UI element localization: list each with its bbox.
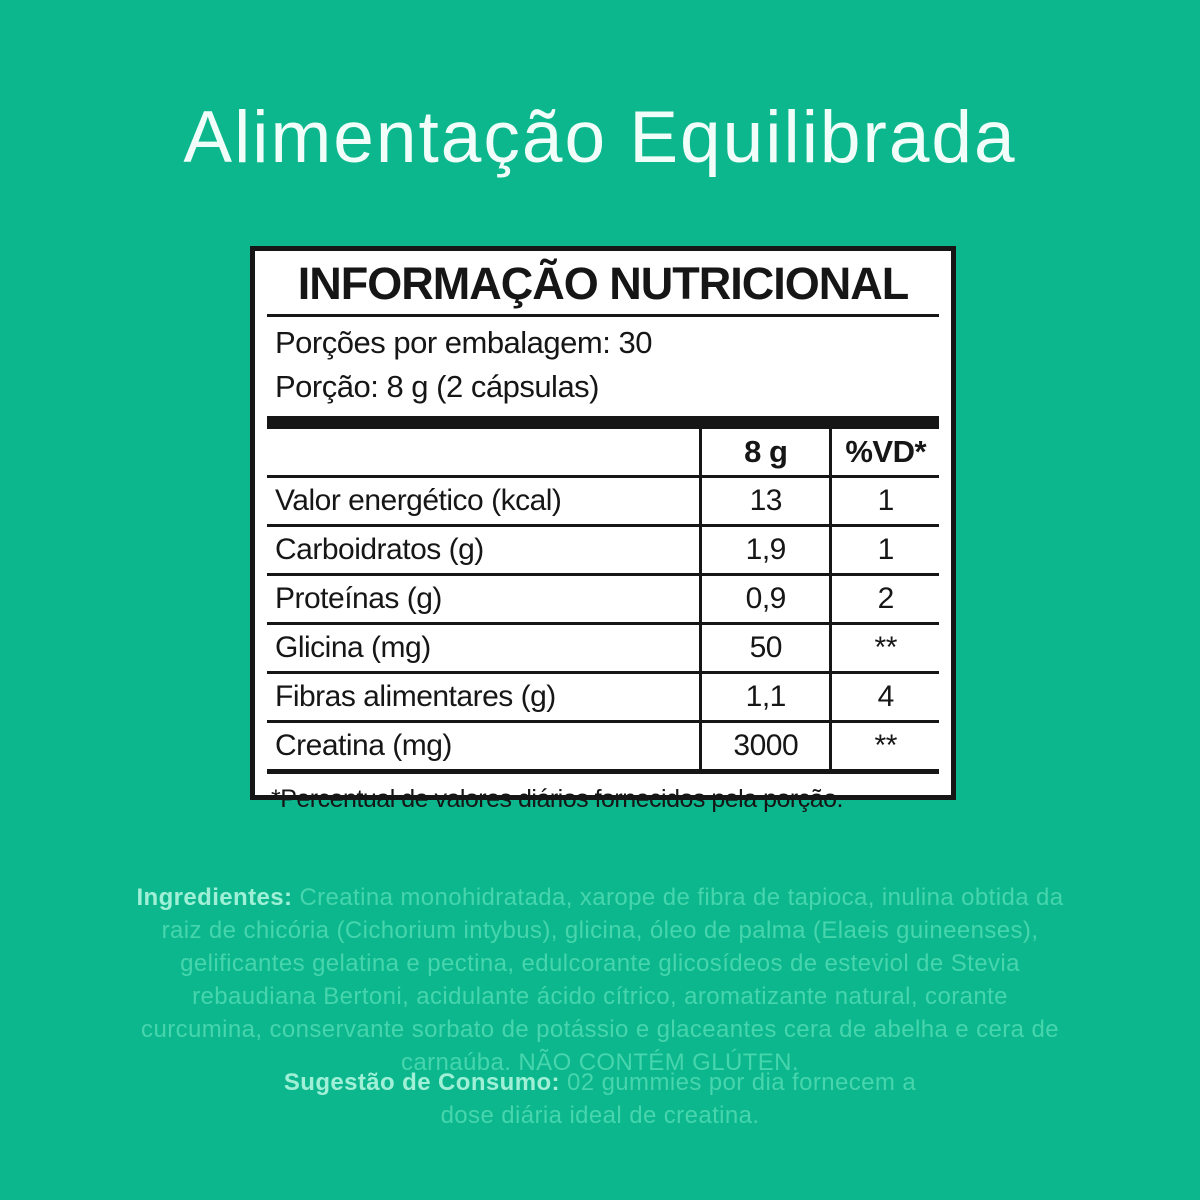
nutrient-amount: 13 bbox=[699, 478, 829, 524]
page-title: Alimentação Equilibrada bbox=[183, 97, 1017, 178]
serving-size: Porção: 8 g (2 cápsulas) bbox=[275, 369, 600, 404]
table-row bbox=[267, 671, 939, 720]
nutrient-daily-value: 2 bbox=[829, 576, 939, 622]
thick-divider bbox=[267, 416, 939, 429]
table-header-row bbox=[267, 429, 939, 475]
consumption-suggestion-text: 02 gummies por dia fornecem a dose diária ideal de creatina. bbox=[440, 1069, 917, 1129]
nutrient-label: Glicina (mg) bbox=[275, 631, 431, 664]
nutrient-label: Fibras alimentares (g) bbox=[275, 680, 556, 713]
nutrition-facts-panel bbox=[250, 246, 956, 813]
nutrient-label: Creatina (mg) bbox=[275, 729, 452, 762]
daily-value-footnote: *Percentual de valores diários fornecidos pela porção. bbox=[271, 785, 843, 813]
table-row bbox=[267, 622, 939, 671]
consumption-suggestion-label: Sugestão de Consumo: bbox=[283, 1069, 560, 1096]
nutrient-amount: 1,9 bbox=[699, 527, 829, 573]
table-row bbox=[267, 720, 939, 769]
servings-per-package: Porções por embalagem: 30 bbox=[275, 325, 652, 360]
table-bottom-divider bbox=[267, 769, 939, 774]
header-divider bbox=[267, 314, 939, 317]
nutrient-label: Carboidratos (g) bbox=[275, 533, 484, 566]
column-header-amount: 8 g bbox=[699, 429, 829, 475]
nutrient-daily-value: 4 bbox=[829, 674, 939, 720]
nutrient-daily-value: 1 bbox=[829, 478, 939, 524]
nutrient-daily-value: ** bbox=[829, 625, 939, 671]
nutrient-amount: 50 bbox=[699, 625, 829, 671]
table-row bbox=[267, 524, 939, 573]
table-row bbox=[267, 475, 939, 524]
column-header-daily-value: %VD* bbox=[829, 429, 939, 475]
ingredients-text: Creatina monohidratada, xarope de fibra de tapioca, inulina obtida da raiz de chicória (Cichorium intybus), glicina, óleo de palma (Elaeis guineenses), gelificantes gelatina e pectina, edulcorante glicosídeos de esteviol de Stevia rebaudiana Bertoni, acidulante ácido cítrico, aromatizante natural, corante curcumina, conservante sorbato de potássio e glaceantes cera de abelha e cera de carnaúba. NÃO CONTÉM GLÚTEN. bbox=[141, 884, 1064, 1076]
nutrient-amount: 3000 bbox=[699, 723, 829, 769]
ingredients-paragraph bbox=[130, 881, 1070, 1079]
consumption-suggestion-paragraph bbox=[260, 1066, 940, 1132]
column-header-empty bbox=[267, 429, 699, 475]
nutrient-label: Valor energético (kcal) bbox=[275, 484, 562, 517]
nutrient-amount: 0,9 bbox=[699, 576, 829, 622]
nutrient-daily-value: 1 bbox=[829, 527, 939, 573]
ingredients-label: Ingredientes: bbox=[136, 884, 293, 911]
table-row bbox=[267, 573, 939, 622]
nutrient-daily-value: ** bbox=[829, 723, 939, 769]
nutrition-facts-title: INFORMAÇÃO NUTRICIONAL bbox=[297, 258, 909, 309]
nutrient-amount: 1,1 bbox=[699, 674, 829, 720]
nutrient-label: Proteínas (g) bbox=[275, 582, 442, 615]
